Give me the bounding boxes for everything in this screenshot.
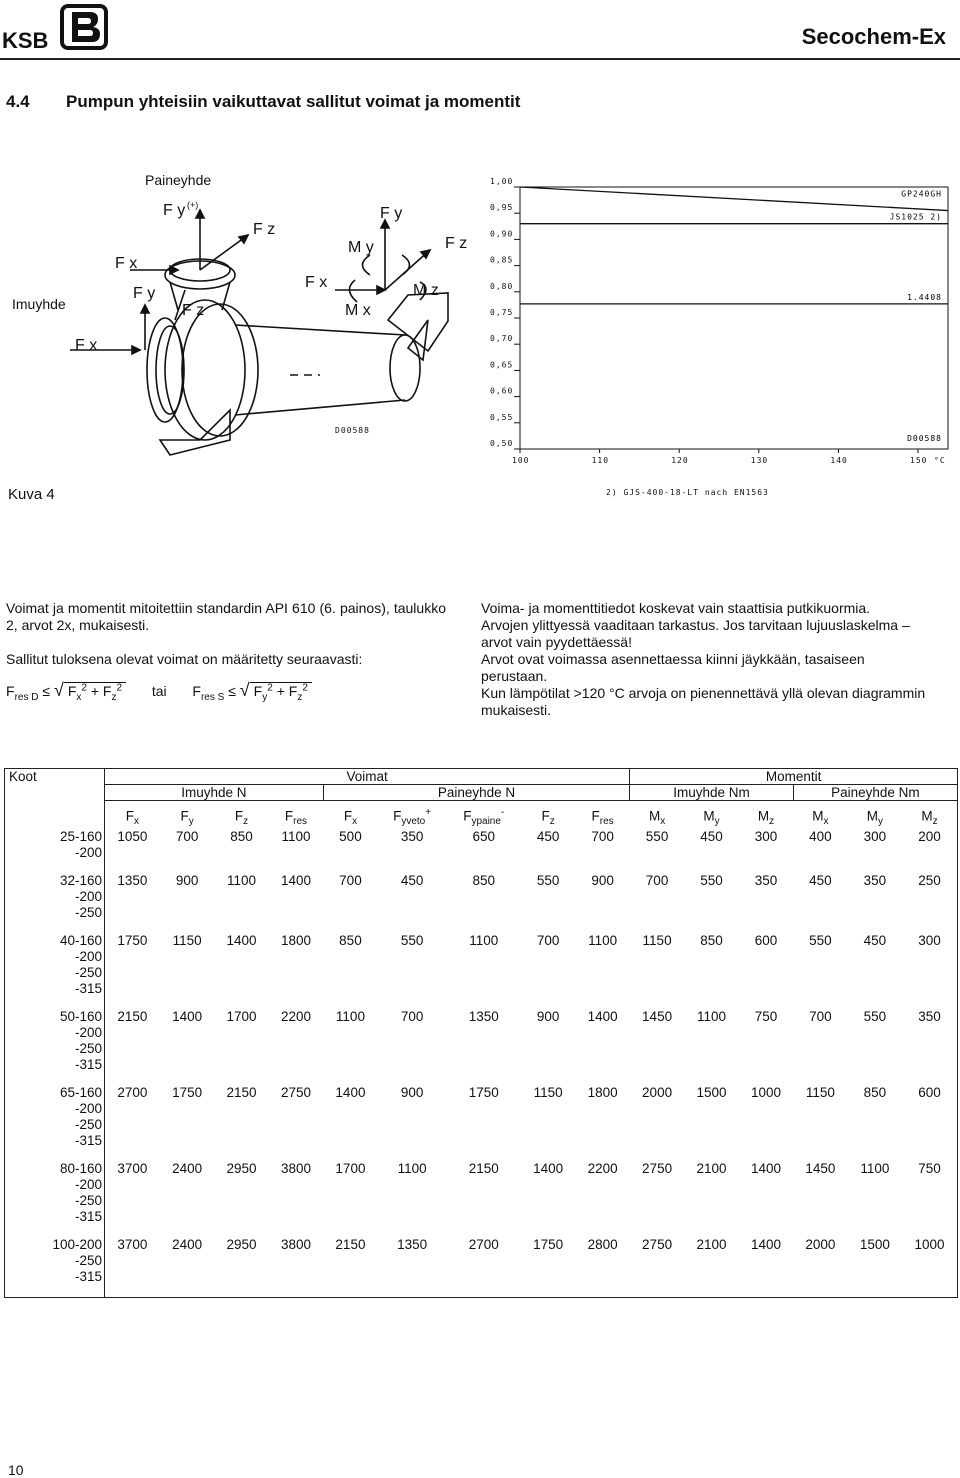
value-cell: 2150 [335, 1237, 366, 1253]
value-cell: 1100 [281, 829, 311, 845]
value-cell: 1400 [533, 1161, 564, 1177]
logo-text: KSB [2, 28, 49, 52]
value-cell: 2150 [117, 1009, 148, 1025]
y-tick-label: 0,65 [490, 360, 514, 370]
value-cell: 1000 [750, 1085, 781, 1101]
size-label: 32-160 [59, 873, 102, 889]
value-cell: 2100 [696, 1237, 727, 1253]
x-tick-label: 120 [671, 456, 689, 465]
size-label: -250 [74, 1193, 102, 1209]
symbol-header: $M_z$ [757, 808, 775, 828]
series-label: 1.4408 [907, 292, 942, 302]
value-cell: 550 [645, 829, 669, 845]
value-cell: 450 [400, 873, 424, 889]
value-cell: 1100 [335, 1009, 365, 1025]
value-cell: 2150 [226, 1085, 257, 1101]
value-cell: 1350 [397, 1237, 428, 1253]
paineyhde-nm-header: Paineyhde Nm [793, 785, 957, 801]
value-cell: 1100 [697, 1009, 727, 1025]
value-cell: 1050 [117, 829, 148, 845]
value-cell: 700 [400, 1009, 424, 1025]
value-cell: 900 [591, 873, 614, 889]
size-label: -200 [74, 845, 102, 861]
value-cell: 1450 [642, 1009, 673, 1025]
value-cell: 450 [863, 933, 887, 949]
size-cell [5, 873, 105, 933]
value-cell: 900 [400, 1085, 424, 1101]
size-cell [5, 1237, 105, 1298]
header-rule [0, 58, 960, 60]
y-tick-label: 0,80 [490, 281, 514, 291]
value-cell: 850 [339, 933, 362, 949]
value-cell: 1100 [860, 1161, 890, 1177]
size-label: -200 [74, 1025, 102, 1041]
paineyhde-n-header: Paineyhde N [323, 785, 630, 801]
value-cell: 1400 [587, 1009, 618, 1025]
table-row [5, 933, 958, 1009]
size-label: 25-160 [59, 829, 102, 845]
value-cell: 1100 [588, 933, 618, 949]
symbol-header: $F_z$ [541, 808, 555, 828]
value-cell: 850 [700, 933, 723, 949]
value-cell: 850 [863, 1085, 887, 1101]
y-tick-label: 0,75 [490, 308, 514, 317]
voimat-header: Voimat [105, 769, 630, 785]
size-label: -250 [74, 1041, 102, 1057]
symbol-header: $M_y$ [703, 808, 720, 828]
x-unit-label: °C [934, 456, 946, 465]
value-cell: 450 [536, 829, 560, 845]
value-cell: 1400 [335, 1085, 366, 1101]
value-cell: 1150 [805, 1085, 835, 1101]
value-cell: 850 [472, 873, 495, 889]
value-cell: 500 [339, 829, 362, 845]
symbol-header: $F_z$ [234, 808, 249, 828]
symbol-header: $F_y$ [180, 808, 194, 828]
value-cell: 2700 [468, 1237, 499, 1253]
size-label: 80-160 [59, 1161, 102, 1177]
size-label: 40-160 [59, 933, 102, 949]
size-label: -200 [74, 949, 102, 965]
size-label: -250 [74, 1253, 102, 1269]
size-cell [5, 829, 105, 873]
value-cell: 3700 [117, 1161, 148, 1177]
y-tick-label: 1,00 [490, 177, 514, 186]
figure-footnote: 2) GJS-400-18-LT nach EN1563 [606, 488, 769, 497]
symbol-header: $M_x$ [812, 808, 829, 828]
y-tick-label: 0,70 [490, 334, 514, 344]
right-column [481, 600, 931, 719]
x-tick-label: 150 [910, 456, 928, 465]
drawing-fz-top: F z [253, 221, 276, 238]
ksb-logo [0, 2, 112, 52]
value-cell: 550 [700, 873, 723, 889]
size-label: 50-160 [59, 1009, 102, 1025]
value-cell: 550 [400, 933, 424, 949]
table-row [5, 1009, 958, 1085]
value-cell: 1750 [468, 1085, 499, 1101]
size-cell [5, 1085, 105, 1161]
symbol-header: $F_{res}$ [284, 808, 308, 828]
size-label: -250 [74, 965, 102, 981]
symbol-header: $M_x$ [648, 808, 666, 828]
size-label: -200 [74, 1177, 102, 1193]
value-cell: 700 [591, 829, 614, 845]
value-cell: 1750 [172, 1085, 203, 1101]
drawing-fy-top: F y [163, 202, 186, 219]
value-cell: 700 [339, 873, 362, 889]
value-cell: 2150 [468, 1161, 499, 1177]
value-cell: 900 [175, 873, 199, 889]
value-cell: 1450 [805, 1161, 836, 1177]
value-cell: 1150 [533, 1085, 563, 1101]
value-cell: 600 [918, 1085, 941, 1101]
foundation-note: Arvot ovat voimassa asennettaessa kiinni jäykkään, tasaiseen perustaan. [481, 651, 865, 684]
value-cell: 1500 [696, 1085, 727, 1101]
chart-frame [520, 187, 948, 449]
size-label: -315 [74, 981, 102, 997]
drawing-my: M y [348, 239, 374, 256]
value-cell: 250 [918, 873, 941, 889]
symbol-header: $F_x$ [125, 808, 140, 828]
value-cell: 600 [754, 933, 778, 949]
value-cell: 300 [863, 829, 887, 845]
value-cell: 1400 [172, 1009, 203, 1025]
size-label: -200 [74, 1101, 102, 1117]
value-cell: 2750 [280, 1085, 312, 1101]
series-label: GP240GH [901, 189, 942, 199]
size-label: -315 [74, 1209, 102, 1225]
force-formula: $F_{res D}$ ≤ √ $F_x^2 + F_z^2$ tai $F_{res S}$ ≤ √ $F_y^2 + F_z^2$ [6, 680, 312, 703]
size-label: -250 [74, 905, 102, 921]
size-cell [5, 933, 105, 1009]
value-cell: 2950 [226, 1237, 257, 1253]
value-cell: 400 [809, 829, 832, 845]
value-cell: 1000 [914, 1237, 945, 1253]
x-tick-label: 110 [591, 456, 610, 465]
value-cell: 1100 [227, 873, 257, 889]
value-cell: 2000 [805, 1237, 836, 1253]
symbol-header: $F_{res}$ [591, 808, 614, 828]
value-cell: 2750 [642, 1237, 673, 1253]
value-cell: 350 [918, 1009, 941, 1025]
x-tick-label: 100 [512, 456, 530, 465]
drawing-plus-sign: (+) [187, 200, 199, 210]
value-cell: 1350 [468, 1009, 499, 1025]
value-cell: 2950 [226, 1161, 257, 1177]
drawing-fy-right: F y [380, 205, 403, 222]
drawing-mz: M z [413, 282, 439, 299]
size-label: 65-160 [59, 1085, 102, 1101]
imuyhde-n-header: Imuyhde N [105, 785, 324, 801]
value-cell: 350 [754, 873, 778, 889]
size-cell [5, 1161, 105, 1237]
value-cell: 700 [536, 933, 560, 949]
size-label: -315 [74, 1057, 102, 1073]
temperature-note: Kun lämpötilat >120 °C arvoja on pienennettävä yllä olevan diagrammin mukaisesti. [481, 685, 926, 718]
value-cell: 650 [472, 829, 495, 845]
api-paragraph: Voimat ja momentit mitoitettiin standardin API 610 (6. painos), taulukko 2, arvot 2x, mukaisesti. [6, 600, 446, 633]
value-cell: 2700 [117, 1085, 148, 1101]
drawing-code: D00588 [335, 426, 370, 435]
y-tick-label: 0,55 [490, 412, 514, 422]
imuyhde-label: Imuyhde [12, 296, 66, 312]
value-cell: 850 [230, 829, 253, 845]
derating-chart [480, 175, 955, 475]
value-cell: 1400 [750, 1161, 781, 1177]
value-cell: 1750 [117, 933, 148, 949]
y-tick-label: 0,85 [490, 255, 514, 265]
symbol-header: $F_x$ [343, 808, 358, 828]
x-tick-label: 130 [750, 456, 769, 465]
product-name: Secochem-Ex [801, 24, 946, 49]
forces-moments-table [4, 768, 958, 1298]
value-cell: 700 [645, 873, 669, 889]
size-label: -200 [74, 889, 102, 905]
drawing-fz-left: F z [182, 302, 205, 319]
value-cell: 1400 [750, 1237, 781, 1253]
symbol-header: $M_z$ [921, 808, 938, 828]
y-tick-label: 0,90 [490, 229, 514, 239]
series-label: JS1025 2) [889, 212, 942, 222]
value-cell: 3800 [280, 1237, 312, 1253]
value-cell: 1800 [280, 933, 312, 949]
value-cell: 2400 [172, 1237, 203, 1253]
allowed-forces-intro: Sallitut tuloksena olevat voimat on määritetty seuraavasti: [6, 651, 363, 667]
figure-caption: Kuva 4 [8, 486, 55, 503]
value-cell: 550 [809, 933, 832, 949]
drawing-fx-left: F x [75, 337, 98, 354]
symbol-header: $M_y$ [866, 808, 883, 828]
value-cell: 450 [809, 873, 832, 889]
symbol-header: $F_{ypaine}^-$ [463, 807, 505, 828]
value-cell: 1350 [117, 873, 148, 889]
size-label: 100-200 [52, 1237, 102, 1253]
value-cell: 1400 [226, 933, 257, 949]
value-cell: 1150 [172, 933, 202, 949]
value-cell: 1700 [226, 1009, 257, 1025]
value-cell: 1800 [587, 1085, 618, 1101]
value-cell: 750 [754, 1009, 778, 1025]
table-row [5, 829, 958, 873]
size-label: -315 [74, 1269, 102, 1285]
value-cell: 2400 [172, 1161, 203, 1177]
y-tick-label: 0,95 [490, 203, 514, 213]
y-tick-label: 0,50 [490, 439, 514, 448]
value-cell: 2000 [642, 1085, 673, 1101]
drawing-fx-upper: F x [115, 255, 138, 272]
value-cell: 2100 [696, 1161, 727, 1177]
left-column [6, 600, 446, 685]
value-cell: 1750 [533, 1237, 564, 1253]
section-number: 4.4 [6, 92, 30, 111]
value-cell: 3800 [280, 1161, 312, 1177]
value-cell: 1100 [469, 933, 499, 949]
value-cell: 2200 [587, 1161, 618, 1177]
static-loads-note: Voima- ja momenttitiedot koskevat vain staattisia putkikuormia. [481, 600, 871, 616]
section-title: Pumpun yhteisiin vaikuttavat sallitut voimat ja momentit [66, 92, 521, 111]
value-cell: 300 [754, 829, 778, 845]
pump-drawing [70, 190, 490, 475]
momentit-header: Momentit [630, 769, 958, 785]
value-cell: 1500 [859, 1237, 890, 1253]
size-cell [5, 1009, 105, 1085]
value-cell: 1150 [642, 933, 672, 949]
value-cell: 350 [863, 873, 887, 889]
value-cell: 700 [809, 1009, 832, 1025]
koot-header: Koot [5, 769, 105, 785]
value-cell: 900 [536, 1009, 560, 1025]
value-cell: 3700 [117, 1237, 148, 1253]
value-cell: 1700 [335, 1161, 366, 1177]
value-cell: 1400 [280, 873, 312, 889]
value-cell: 450 [700, 829, 723, 845]
table-row [5, 1161, 958, 1237]
series-line [520, 187, 948, 211]
value-cell: 300 [918, 933, 941, 949]
value-cell: 2800 [587, 1237, 618, 1253]
imuyhde-nm-header: Imuyhde Nm [630, 785, 793, 801]
paineyhde-label: Paineyhde [145, 172, 212, 188]
drawing-fz-right: F z [445, 235, 468, 252]
table-row [5, 873, 958, 933]
value-cell: 1100 [397, 1161, 427, 1177]
table-row [5, 1237, 958, 1298]
value-cell: 200 [918, 829, 941, 845]
y-tick-label: 0,60 [490, 386, 514, 396]
page-number: 10 [8, 1462, 24, 1478]
value-cell: 550 [863, 1009, 887, 1025]
drawing-fx-right: F x [305, 274, 328, 291]
value-cell: 750 [918, 1161, 941, 1177]
exceed-check-note: Arvojen ylittyessä vaaditaan tarkastus. Jos tarvitaan lujuuslaskelma – arvot vain pyydettäessä! [481, 617, 910, 650]
chart-annotation: D00588 [907, 434, 942, 443]
x-tick-label: 140 [830, 456, 848, 465]
value-cell: 550 [536, 873, 560, 889]
value-cell: 2750 [642, 1161, 673, 1177]
table-row [5, 1085, 958, 1161]
drawing-mx: M x [345, 302, 371, 319]
value-cell: 2200 [280, 1009, 312, 1025]
drawing-fy-left: F y [133, 285, 156, 302]
size-label: -315 [74, 1133, 102, 1149]
value-cell: 350 [400, 829, 424, 845]
size-label: -250 [74, 1117, 102, 1133]
value-cell: 700 [175, 829, 199, 845]
symbol-header: $F_{yveto}^+$ [393, 807, 432, 828]
